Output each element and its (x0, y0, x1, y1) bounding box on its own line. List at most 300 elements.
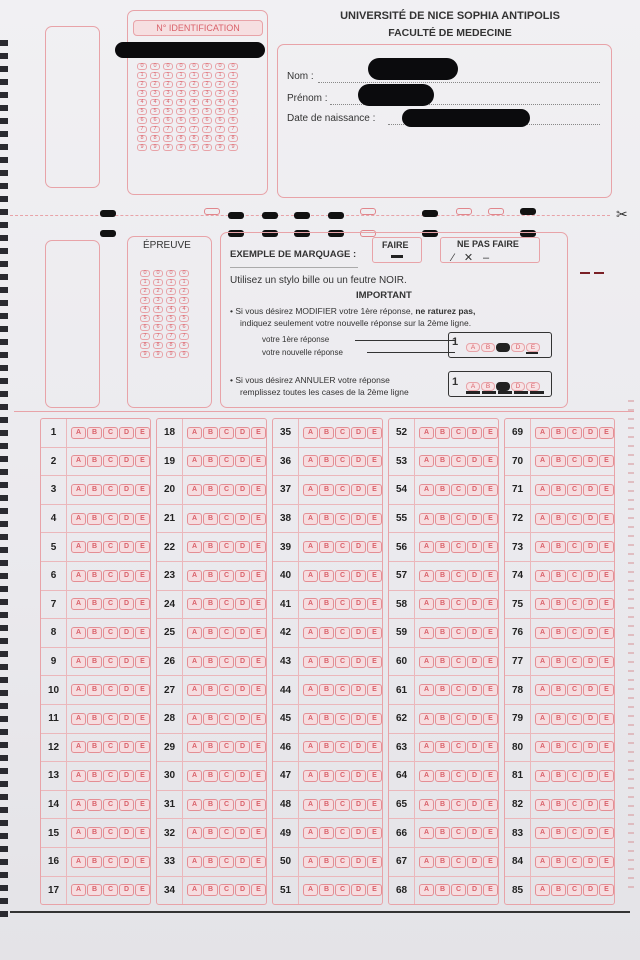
digit-bubble[interactable]: 7 (140, 333, 150, 340)
digit-bubble[interactable]: 0 (176, 63, 186, 70)
answer-bubble-e[interactable]: E (367, 656, 382, 668)
digit-bubble[interactable]: 5 (153, 315, 163, 322)
answer-bubble-d[interactable]: D (235, 799, 250, 811)
answer-bubble-d[interactable]: D (467, 455, 482, 467)
answer-bubble-e[interactable]: E (599, 427, 614, 439)
answer-bubble-a[interactable]: A (303, 513, 318, 525)
digit-bubble[interactable]: 5 (228, 108, 238, 115)
answer-bubble-c[interactable]: C (219, 541, 234, 553)
answer-bubble-c[interactable]: C (567, 713, 582, 725)
digit-bubble[interactable]: 2 (228, 81, 238, 88)
answer-bubble-e[interactable]: E (483, 713, 498, 725)
answer-bubble-e[interactable]: E (599, 513, 614, 525)
answer-bubble-b[interactable]: B (87, 770, 102, 782)
answer-bubble-d[interactable]: D (467, 598, 482, 610)
digit-bubble[interactable]: 4 (228, 99, 238, 106)
answer-bubble-a[interactable]: A (419, 541, 434, 553)
answer-bubble-d[interactable]: D (467, 856, 482, 868)
answer-bubble-a[interactable]: A (187, 427, 202, 439)
digit-bubble[interactable]: 7 (215, 126, 225, 133)
answer-bubble-e[interactable]: E (251, 598, 266, 610)
answer-bubble-c[interactable]: C (219, 656, 234, 668)
answer-bubble-e[interactable]: E (135, 598, 150, 610)
answer-bubble-a[interactable]: A (303, 770, 318, 782)
answer-bubble-b[interactable]: B (319, 827, 334, 839)
answer-bubble-e[interactable]: E (599, 713, 614, 725)
answer-bubble-b[interactable]: B (319, 513, 334, 525)
answer-bubble-d[interactable]: D (351, 884, 366, 896)
digit-bubble[interactable]: 5 (166, 315, 176, 322)
answer-bubble-c[interactable]: C (103, 570, 118, 582)
answer-bubble-e[interactable]: E (367, 684, 382, 696)
digit-bubble[interactable]: 8 (176, 135, 186, 142)
answer-bubble-c[interactable]: C (103, 598, 118, 610)
answer-bubble-b[interactable]: B (435, 541, 450, 553)
answer-bubble-b[interactable]: B (87, 713, 102, 725)
answer-bubble-e[interactable]: E (599, 770, 614, 782)
answer-bubble-c[interactable]: C (567, 427, 582, 439)
answer-bubble-e[interactable]: E (483, 656, 498, 668)
answer-bubble-e[interactable]: E (135, 427, 150, 439)
answer-bubble-d[interactable]: D (235, 598, 250, 610)
answer-bubble-e[interactable]: E (135, 856, 150, 868)
answer-bubble-e[interactable]: E (135, 484, 150, 496)
digit-bubble[interactable]: 2 (189, 81, 199, 88)
answer-bubble-a[interactable]: A (535, 856, 550, 868)
answer-bubble-e[interactable]: E (135, 741, 150, 753)
answer-bubble-e[interactable]: E (251, 684, 266, 696)
answer-bubble-a[interactable]: A (187, 484, 202, 496)
digit-bubble[interactable]: 8 (189, 135, 199, 142)
answer-bubble-a[interactable]: A (187, 770, 202, 782)
answer-bubble-d[interactable]: D (467, 827, 482, 839)
answer-bubble-e[interactable]: E (483, 799, 498, 811)
answer-bubble-c[interactable]: C (103, 741, 118, 753)
answer-bubble-e[interactable]: E (135, 884, 150, 896)
answer-bubble-b[interactable]: B (203, 427, 218, 439)
answer-bubble-e[interactable]: E (251, 484, 266, 496)
answer-bubble-d[interactable]: D (351, 627, 366, 639)
answer-bubble-d[interactable]: D (467, 799, 482, 811)
digit-bubble[interactable]: 9 (202, 144, 212, 151)
digit-bubble[interactable]: 3 (163, 90, 173, 97)
digit-bubble[interactable]: 6 (228, 117, 238, 124)
digit-bubble[interactable]: 0 (163, 63, 173, 70)
digit-bubble[interactable]: 4 (150, 99, 160, 106)
digit-bubble[interactable]: 6 (150, 117, 160, 124)
answer-bubble-a[interactable]: A (535, 827, 550, 839)
answer-bubble-d[interactable]: D (583, 570, 598, 582)
answer-bubble-c[interactable]: C (103, 656, 118, 668)
answer-bubble-b[interactable]: B (87, 541, 102, 553)
answer-bubble-b[interactable]: B (319, 541, 334, 553)
answer-bubble-a[interactable]: A (303, 799, 318, 811)
answer-bubble-a[interactable]: A (187, 856, 202, 868)
answer-bubble-e[interactable]: E (251, 513, 266, 525)
answer-bubble-c[interactable]: C (103, 484, 118, 496)
answer-bubble-b[interactable]: B (435, 598, 450, 610)
answer-bubble-a[interactable]: A (71, 541, 86, 553)
answer-bubble-e[interactable]: E (251, 827, 266, 839)
answer-bubble-a[interactable]: A (535, 656, 550, 668)
answer-bubble-c[interactable]: C (567, 541, 582, 553)
answer-bubble-d[interactable]: D (467, 570, 482, 582)
answer-bubble-d[interactable]: D (583, 484, 598, 496)
answer-bubble-c[interactable]: C (219, 427, 234, 439)
answer-bubble-b[interactable]: B (87, 684, 102, 696)
answer-bubble-b[interactable]: B (203, 713, 218, 725)
digit-bubble[interactable]: 7 (202, 126, 212, 133)
answer-bubble-b[interactable]: B (435, 455, 450, 467)
answer-bubble-e[interactable]: E (367, 856, 382, 868)
answer-bubble-a[interactable]: A (187, 541, 202, 553)
answer-bubble-d[interactable]: D (351, 713, 366, 725)
answer-bubble-c[interactable]: C (567, 484, 582, 496)
digit-bubble[interactable]: 3 (150, 90, 160, 97)
answer-bubble-b[interactable]: B (551, 713, 566, 725)
answer-bubble-c[interactable]: C (335, 684, 350, 696)
digit-bubble[interactable]: 9 (179, 351, 189, 358)
answer-bubble-d[interactable]: D (467, 541, 482, 553)
answer-bubble-c[interactable]: C (335, 627, 350, 639)
answer-bubble-d[interactable]: D (235, 627, 250, 639)
answer-bubble-e[interactable]: E (483, 884, 498, 896)
answer-bubble-c[interactable]: C (451, 656, 466, 668)
answer-bubble-c[interactable]: C (451, 856, 466, 868)
answer-bubble-e[interactable]: E (251, 541, 266, 553)
answer-bubble-d[interactable]: D (119, 827, 134, 839)
answer-bubble-c[interactable]: C (567, 570, 582, 582)
answer-bubble-b[interactable]: B (203, 627, 218, 639)
answer-bubble-a[interactable]: A (419, 856, 434, 868)
answer-bubble-a[interactable]: A (187, 598, 202, 610)
digit-bubble[interactable]: 5 (202, 108, 212, 115)
answer-bubble-b[interactable]: B (87, 856, 102, 868)
answer-bubble-e[interactable]: E (599, 827, 614, 839)
answer-bubble-b[interactable]: B (319, 770, 334, 782)
answer-bubble-d[interactable]: D (351, 656, 366, 668)
answer-bubble-b[interactable]: B (319, 627, 334, 639)
answer-bubble-e[interactable]: E (251, 627, 266, 639)
digit-bubble[interactable]: 1 (176, 72, 186, 79)
answer-bubble-d[interactable]: D (351, 684, 366, 696)
digit-bubble[interactable]: 5 (137, 108, 147, 115)
answer-bubble-b[interactable]: B (551, 856, 566, 868)
digit-bubble[interactable]: 3 (202, 90, 212, 97)
answer-bubble-c[interactable]: C (335, 884, 350, 896)
answer-bubble-c[interactable]: C (567, 455, 582, 467)
answer-bubble-b[interactable]: B (551, 455, 566, 467)
answer-bubble-e[interactable]: E (367, 513, 382, 525)
answer-bubble-d[interactable]: D (583, 770, 598, 782)
answer-bubble-d[interactable]: D (467, 513, 482, 525)
answer-bubble-d[interactable]: D (119, 570, 134, 582)
answer-bubble-b[interactable]: B (203, 884, 218, 896)
answer-bubble-c[interactable]: C (219, 570, 234, 582)
answer-bubble-a[interactable]: A (535, 427, 550, 439)
answer-bubble-c[interactable]: C (103, 713, 118, 725)
digit-bubble[interactable]: 2 (215, 81, 225, 88)
answer-bubble-b[interactable]: B (551, 799, 566, 811)
answer-bubble-b[interactable]: B (203, 513, 218, 525)
answer-bubble-e[interactable]: E (135, 713, 150, 725)
answer-bubble-c[interactable]: C (567, 856, 582, 868)
answer-bubble-b[interactable]: B (319, 570, 334, 582)
digit-bubble[interactable]: 6 (176, 117, 186, 124)
digit-bubble[interactable]: 3 (215, 90, 225, 97)
answer-bubble-a[interactable]: A (303, 656, 318, 668)
answer-bubble-e[interactable]: E (251, 455, 266, 467)
answer-bubble-a[interactable]: A (71, 455, 86, 467)
answer-bubble-b[interactable]: B (551, 770, 566, 782)
answer-bubble-c[interactable]: C (219, 827, 234, 839)
digit-bubble[interactable]: 3 (140, 297, 150, 304)
digit-bubble[interactable]: 0 (215, 63, 225, 70)
answer-bubble-d[interactable]: D (351, 598, 366, 610)
answer-bubble-d[interactable]: D (583, 684, 598, 696)
answer-bubble-e[interactable]: E (483, 827, 498, 839)
digit-bubble[interactable]: 7 (228, 126, 238, 133)
answer-bubble-e[interactable]: E (599, 741, 614, 753)
answer-bubble-e[interactable]: E (367, 427, 382, 439)
digit-bubble[interactable]: 2 (140, 288, 150, 295)
answer-bubble-b[interactable]: B (435, 427, 450, 439)
answer-bubble-b[interactable]: B (203, 484, 218, 496)
answer-bubble-c[interactable]: C (567, 684, 582, 696)
digit-bubble[interactable]: 1 (150, 72, 160, 79)
answer-bubble-e[interactable]: E (251, 713, 266, 725)
answer-bubble-b[interactable]: B (87, 656, 102, 668)
digit-bubble[interactable]: 3 (153, 297, 163, 304)
answer-bubble-a[interactable]: A (303, 455, 318, 467)
digit-bubble[interactable]: 6 (179, 324, 189, 331)
answer-bubble-a[interactable]: A (71, 427, 86, 439)
answer-bubble-e[interactable]: E (599, 541, 614, 553)
answer-bubble-c[interactable]: C (451, 570, 466, 582)
answer-bubble-d[interactable]: D (119, 455, 134, 467)
digit-bubble[interactable]: 0 (179, 270, 189, 277)
digit-bubble[interactable]: 9 (163, 144, 173, 151)
answer-bubble-c[interactable]: C (451, 598, 466, 610)
answer-bubble-a[interactable]: A (419, 627, 434, 639)
answer-bubble-a[interactable]: A (535, 541, 550, 553)
answer-bubble-e[interactable]: E (251, 570, 266, 582)
answer-bubble-a[interactable]: A (535, 484, 550, 496)
answer-bubble-e[interactable]: E (599, 856, 614, 868)
answer-bubble-a[interactable]: A (71, 770, 86, 782)
digit-bubble[interactable]: 8 (153, 342, 163, 349)
answer-bubble-e[interactable]: E (367, 799, 382, 811)
digit-bubble[interactable]: 6 (153, 324, 163, 331)
digit-bubble[interactable]: 1 (137, 72, 147, 79)
answer-bubble-d[interactable]: D (119, 884, 134, 896)
digit-bubble[interactable]: 7 (137, 126, 147, 133)
digit-bubble[interactable]: 1 (228, 72, 238, 79)
answer-bubble-e[interactable]: E (367, 484, 382, 496)
answer-bubble-d[interactable]: D (235, 541, 250, 553)
digit-bubble[interactable]: 1 (189, 72, 199, 79)
digit-bubble[interactable]: 0 (140, 270, 150, 277)
answer-bubble-a[interactable]: A (303, 541, 318, 553)
answer-bubble-d[interactable]: D (583, 827, 598, 839)
answer-bubble-d[interactable]: D (351, 427, 366, 439)
answer-bubble-e[interactable]: E (483, 770, 498, 782)
answer-bubble-c[interactable]: C (219, 799, 234, 811)
answer-bubble-c[interactable]: C (451, 513, 466, 525)
digit-bubble[interactable]: 6 (166, 324, 176, 331)
answer-bubble-e[interactable]: E (135, 455, 150, 467)
digit-bubble[interactable]: 4 (215, 99, 225, 106)
digit-bubble[interactable]: 3 (176, 90, 186, 97)
digit-bubble[interactable]: 2 (150, 81, 160, 88)
answer-bubble-e[interactable]: E (483, 627, 498, 639)
digit-bubble[interactable]: 8 (150, 135, 160, 142)
answer-bubble-c[interactable]: C (335, 427, 350, 439)
answer-bubble-c[interactable]: C (103, 513, 118, 525)
answer-bubble-d[interactable]: D (351, 770, 366, 782)
answer-bubble-c[interactable]: C (567, 799, 582, 811)
answer-bubble-b[interactable]: B (435, 713, 450, 725)
digit-bubble[interactable]: 1 (153, 279, 163, 286)
answer-bubble-d[interactable]: D (235, 455, 250, 467)
answer-bubble-b[interactable]: B (87, 513, 102, 525)
answer-bubble-c[interactable]: C (451, 827, 466, 839)
answer-bubble-b[interactable]: B (87, 427, 102, 439)
answer-bubble-d[interactable]: D (119, 713, 134, 725)
answer-bubble-a[interactable]: A (71, 713, 86, 725)
digit-bubble[interactable]: 6 (163, 117, 173, 124)
answer-bubble-e[interactable]: E (483, 513, 498, 525)
answer-bubble-b[interactable]: B (87, 627, 102, 639)
answer-bubble-e[interactable]: E (135, 570, 150, 582)
digit-bubble[interactable]: 6 (202, 117, 212, 124)
digit-bubble[interactable]: 1 (179, 279, 189, 286)
answer-bubble-c[interactable]: C (451, 455, 466, 467)
answer-bubble-d[interactable]: D (467, 770, 482, 782)
answer-bubble-b[interactable]: B (319, 684, 334, 696)
answer-bubble-a[interactable]: A (303, 713, 318, 725)
digit-bubble[interactable]: 5 (176, 108, 186, 115)
answer-bubble-a[interactable]: A (419, 827, 434, 839)
answer-bubble-e[interactable]: E (135, 770, 150, 782)
digit-bubble[interactable]: 5 (215, 108, 225, 115)
answer-bubble-a[interactable]: A (303, 684, 318, 696)
answer-bubble-b[interactable]: B (319, 884, 334, 896)
answer-bubble-c[interactable]: C (219, 484, 234, 496)
answer-bubble-d[interactable]: D (351, 856, 366, 868)
digit-bubble[interactable]: 2 (202, 81, 212, 88)
digit-bubble[interactable]: 8 (202, 135, 212, 142)
answer-bubble-c[interactable]: C (103, 627, 118, 639)
answer-bubble-a[interactable]: A (187, 627, 202, 639)
digit-bubble[interactable]: 2 (166, 288, 176, 295)
answer-bubble-c[interactable]: C (219, 884, 234, 896)
digit-bubble[interactable]: 3 (166, 297, 176, 304)
answer-bubble-e[interactable]: E (599, 884, 614, 896)
digit-bubble[interactable]: 2 (137, 81, 147, 88)
digit-bubble[interactable]: 6 (140, 324, 150, 331)
digit-bubble[interactable]: 0 (150, 63, 160, 70)
answer-bubble-b[interactable]: B (435, 856, 450, 868)
answer-bubble-c[interactable]: C (335, 856, 350, 868)
answer-bubble-c[interactable]: C (567, 513, 582, 525)
answer-bubble-b[interactable]: B (87, 598, 102, 610)
answer-bubble-d[interactable]: D (119, 541, 134, 553)
answer-bubble-c[interactable]: C (103, 541, 118, 553)
answer-bubble-b[interactable]: B (203, 541, 218, 553)
digit-bubble[interactable]: 0 (189, 63, 199, 70)
answer-bubble-c[interactable]: C (335, 484, 350, 496)
answer-bubble-c[interactable]: C (451, 713, 466, 725)
answer-bubble-b[interactable]: B (435, 484, 450, 496)
digit-bubble[interactable]: 6 (215, 117, 225, 124)
answer-bubble-a[interactable]: A (303, 427, 318, 439)
answer-bubble-b[interactable]: B (435, 741, 450, 753)
answer-bubble-b[interactable]: B (319, 427, 334, 439)
answer-bubble-b[interactable]: B (203, 684, 218, 696)
digit-bubble[interactable]: 7 (166, 333, 176, 340)
answer-bubble-a[interactable]: A (419, 770, 434, 782)
digit-bubble[interactable]: 0 (228, 63, 238, 70)
answer-bubble-e[interactable]: E (367, 827, 382, 839)
answer-bubble-c[interactable]: C (335, 741, 350, 753)
digit-bubble[interactable]: 8 (163, 135, 173, 142)
answer-bubble-d[interactable]: D (583, 856, 598, 868)
digit-bubble[interactable]: 9 (140, 351, 150, 358)
digit-bubble[interactable]: 2 (163, 81, 173, 88)
answer-bubble-b[interactable]: B (435, 570, 450, 582)
answer-bubble-e[interactable]: E (135, 513, 150, 525)
digit-bubble[interactable]: 4 (166, 306, 176, 313)
answer-bubble-a[interactable]: A (419, 741, 434, 753)
answer-bubble-a[interactable]: A (71, 570, 86, 582)
answer-bubble-d[interactable]: D (467, 627, 482, 639)
answer-bubble-a[interactable]: A (187, 713, 202, 725)
answer-bubble-a[interactable]: A (419, 484, 434, 496)
answer-bubble-b[interactable]: B (435, 770, 450, 782)
answer-bubble-b[interactable]: B (203, 598, 218, 610)
answer-bubble-c[interactable]: C (219, 770, 234, 782)
answer-bubble-d[interactable]: D (119, 627, 134, 639)
answer-bubble-d[interactable]: D (119, 684, 134, 696)
answer-bubble-b[interactable]: B (435, 827, 450, 839)
answer-bubble-b[interactable]: B (551, 513, 566, 525)
answer-bubble-a[interactable]: A (187, 513, 202, 525)
digit-bubble[interactable]: 0 (153, 270, 163, 277)
answer-bubble-a[interactable]: A (535, 770, 550, 782)
answer-bubble-b[interactable]: B (203, 741, 218, 753)
answer-bubble-e[interactable]: E (483, 484, 498, 496)
answer-bubble-a[interactable]: A (419, 455, 434, 467)
digit-bubble[interactable]: 4 (176, 99, 186, 106)
digit-bubble[interactable]: 2 (179, 288, 189, 295)
answer-bubble-d[interactable]: D (235, 741, 250, 753)
answer-bubble-b[interactable]: B (319, 656, 334, 668)
answer-bubble-b[interactable]: B (435, 513, 450, 525)
answer-bubble-a[interactable]: A (419, 570, 434, 582)
answer-bubble-d[interactable]: D (583, 741, 598, 753)
digit-bubble[interactable]: 1 (166, 279, 176, 286)
digit-bubble[interactable]: 0 (166, 270, 176, 277)
answer-bubble-b[interactable]: B (87, 827, 102, 839)
digit-bubble[interactable]: 4 (137, 99, 147, 106)
answer-bubble-a[interactable]: A (71, 741, 86, 753)
answer-bubble-a[interactable]: A (303, 627, 318, 639)
answer-bubble-b[interactable]: B (319, 598, 334, 610)
answer-bubble-d[interactable]: D (351, 799, 366, 811)
digit-bubble[interactable]: 5 (163, 108, 173, 115)
answer-bubble-a[interactable]: A (535, 741, 550, 753)
